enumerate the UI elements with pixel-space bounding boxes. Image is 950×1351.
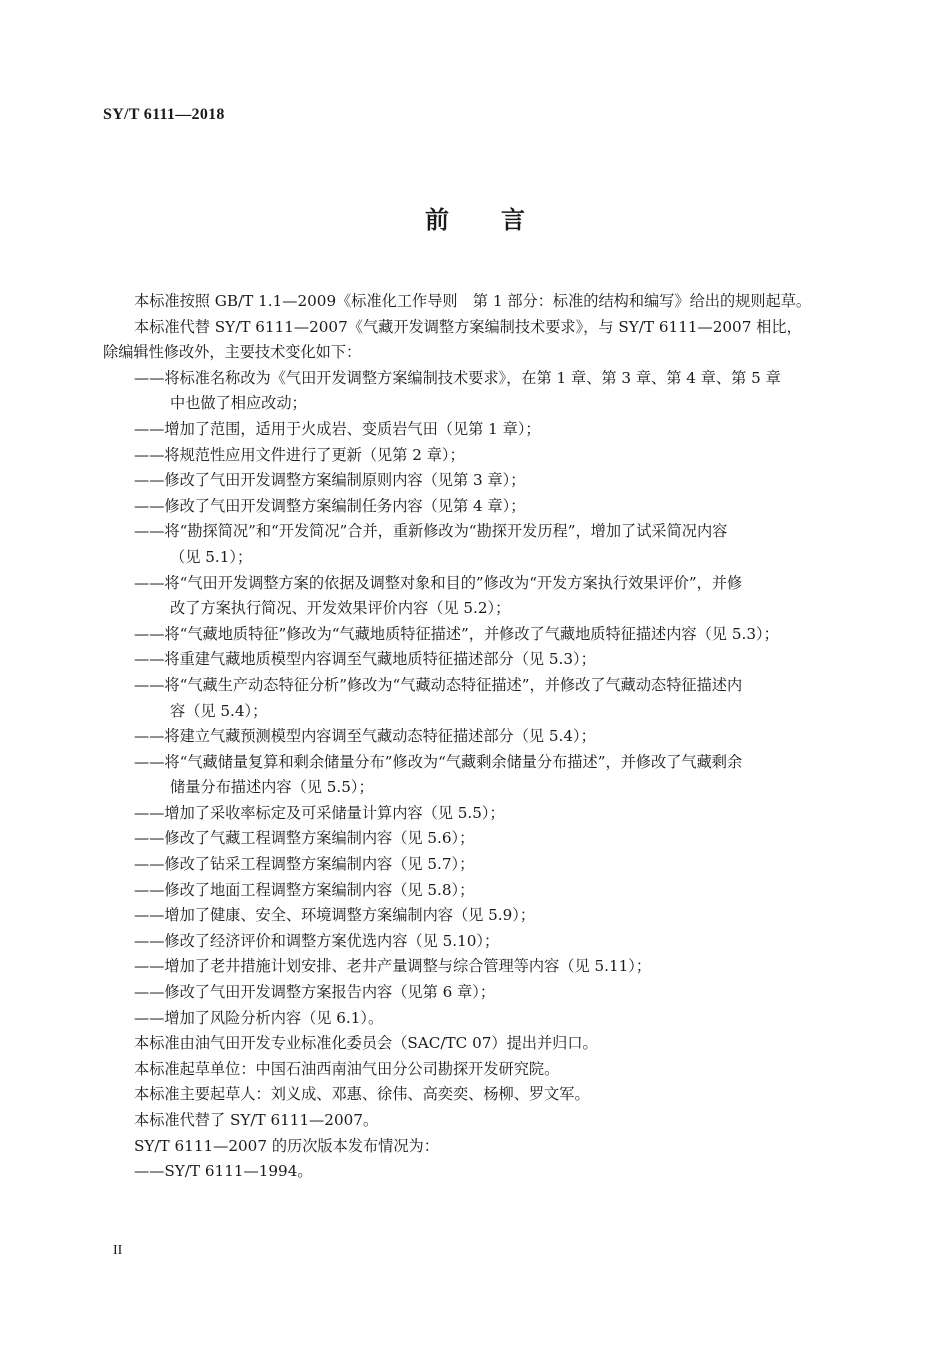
list-item: ——将“勘探简况”和“开发简况”合并，重新修改为“勘探开发历程”，增加了试采简况内容	[134, 522, 728, 541]
list-item: ——增加了范围，适用于火成岩、变质岩气田（见第 1 章）；	[134, 419, 541, 438]
list-item-cont: 中也做了相应改动；	[170, 394, 307, 413]
title-char-1: 前	[425, 206, 449, 234]
list-item: ——增加了风险分析内容（见 6.1）。	[134, 1008, 384, 1027]
list-item: ——修改了气藏工程调整方案编制内容（见 5.6）；	[134, 829, 475, 848]
list-item: ——修改了气田开发调整方案报告内容（见第 6 章）；	[134, 983, 496, 1002]
paragraph-replacement-cont: 除编辑性修改外，主要技术变化如下：	[103, 343, 362, 362]
paragraph-history-item: ——SY/T 6111—1994。	[134, 1162, 313, 1181]
paragraph-drafting-unit: 本标准起草单位：中国石油西南油气田分公司勘探开发研究院。	[134, 1059, 560, 1078]
paragraph-drafters: 本标准主要起草人：刘义成、邓惠、徐伟、高奕奕、杨柳、罗文军。	[134, 1085, 590, 1104]
list-item: ——将“气藏储量复算和剩余储量分布”修改为“气藏剩余储量分布描述”，并修改了气藏剩余	[134, 752, 743, 771]
list-item: ——将“气藏生产动态特征分析”修改为“气藏动态特征描述”，并修改了气藏动态特征描述内	[134, 675, 743, 694]
list-item: ——将建立气藏预测模型内容调至气藏动态特征描述部分（见 5.4）；	[134, 727, 596, 746]
foreword-body	[103, 289, 854, 1185]
list-item: ——将“气田开发调整方案的依据及调整对象和目的”修改为“开发方案执行效果评价”，并修	[134, 573, 743, 592]
standard-code: SY/T 6111—2018	[103, 106, 225, 123]
list-item: ——增加了健康、安全、环境调整方案编制内容（见 5.9）；	[134, 906, 536, 925]
paragraph-proposer: 本标准由油气田开发专业标准化委员会（SAC/TC 07）提出并归口。	[134, 1034, 598, 1053]
list-item-cont: 容（见 5.4）；	[170, 701, 268, 720]
paragraph-history: SY/T 6111—2007 的历次版本发布情况为：	[134, 1136, 439, 1155]
list-item: ——修改了经济评价和调整方案优选内容（见 5.10）；	[134, 931, 500, 950]
list-item: ——增加了老井措施计划安排、老井产量调整与综合管理等内容（见 5.11）；	[134, 957, 652, 976]
list-item-cont: 储量分布描述内容（见 5.5）；	[170, 778, 374, 797]
paragraph-replacement: 本标准代替 SY/T 6111—2007《气藏开发调整方案编制技术要求》，与 SY/T 6111—2007 相比，	[134, 317, 802, 336]
paragraph-replaces: 本标准代替了 SY/T 6111—2007。	[134, 1111, 379, 1129]
list-item: ——修改了气田开发调整方案编制原则内容（见第 3 章）；	[134, 471, 526, 490]
title-char-2: 言	[501, 206, 525, 234]
list-item: ——将标准名称改为《气田开发调整方案编制技术要求》，在第 1 章、第 3 章、第 4 章、第 5 章	[134, 368, 781, 387]
list-item-cont: 改了方案执行简况、开发效果评价内容（见 5.2）；	[170, 599, 511, 618]
list-item: ——修改了地面工程调整方案编制内容（见 5.8）；	[134, 880, 475, 899]
page-title	[0, 200, 950, 235]
page-number: II	[113, 1243, 123, 1258]
list-item: ——修改了气田开发调整方案编制任务内容（见第 4 章）；	[134, 496, 526, 515]
list-item: ——将重建气藏地质模型内容调至气藏地质特征描述部分（见 5.3）；	[134, 650, 596, 669]
list-item-cont: （见 5.1）；	[170, 547, 253, 566]
list-item: ——增加了采收率标定及可采储量计算内容（见 5.5）；	[134, 803, 505, 822]
list-item: ——修改了钻采工程调整方案编制内容（见 5.7）；	[134, 855, 475, 874]
list-item: ——将“气藏地质特征”修改为“气藏地质特征描述”，并修改了气藏地质特征描述内容（见 5.3）；	[134, 624, 779, 643]
paragraph-drafting-rules: 本标准按照 GB/T 1.1—2009《标准化工作导则 第 1 部分：标准的结构和编写》给出的规则起草。	[134, 292, 812, 310]
list-item: ——将规范性应用文件进行了更新（见第 2 章）；	[134, 445, 465, 464]
